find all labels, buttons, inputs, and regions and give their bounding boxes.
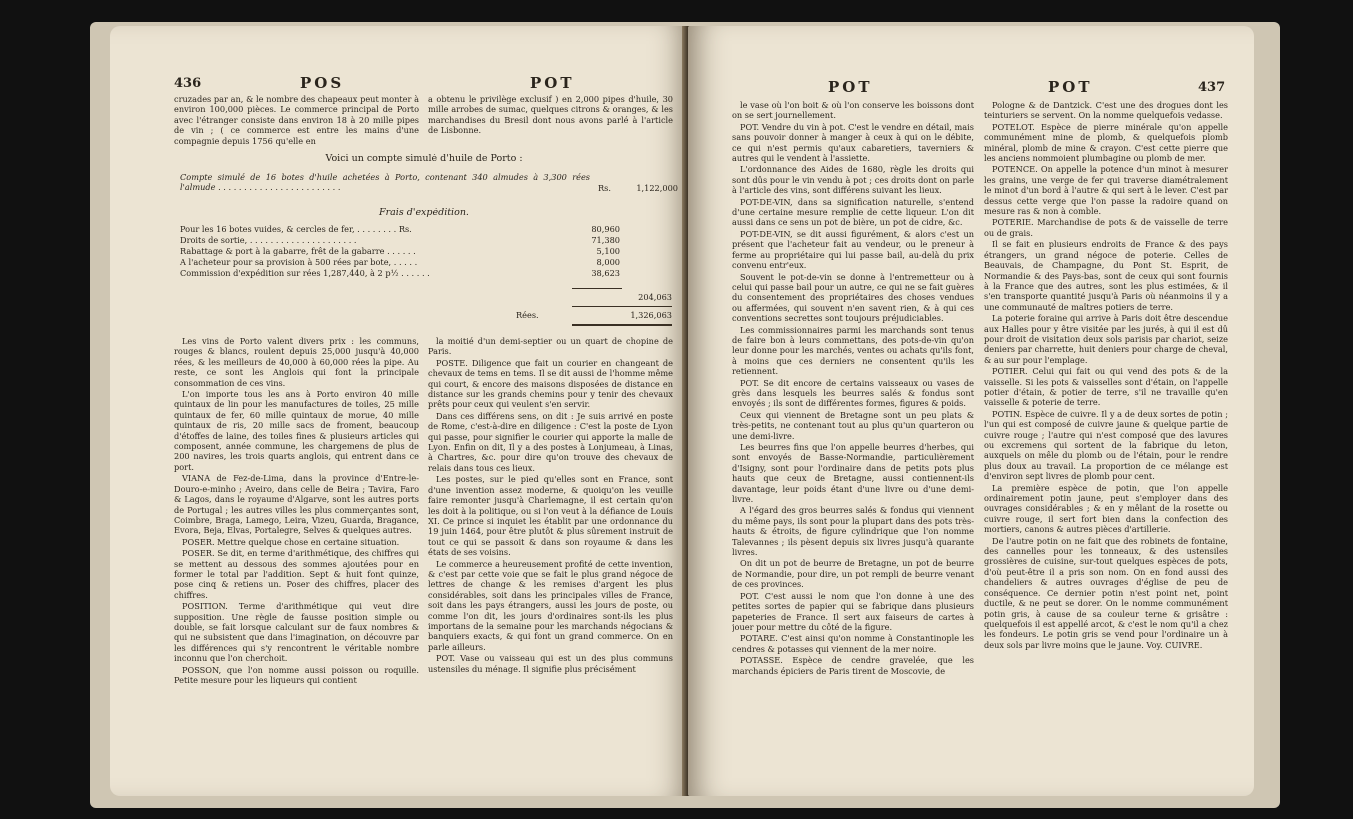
paragraph: Le commerce a heureusement profité de cette invention, & c'est par cette voie que se fait le plus grand négoce de lettres de change & les remises d'argent les plus considérables, soit dans les principales villes de France, soit dans les pays étrangers, aussi les jours de poste, ou comme l'on dit, les jours d'ordinaires sont-ils les plus importans de la semaine pour les marchands négocians & banquiers exacts, & qui font un grand commerce. On en parle ailleurs. <box>428 558 673 652</box>
frais-row-value: 38,623 <box>591 268 620 278</box>
paragraph: La première espèce de potin, que l'on appelle ordinairement potin jaune, peut s'employer dans des ouvrages considérables ; & en y mêlant de la rosette ou cuivre rouge, il sert fort bien dans la confection des mortiers, canons & autres pièces d'artillerie. <box>984 482 1228 535</box>
paragraph: POT. C'est aussi le nom que l'on donne à une des petites sortes de papier qui se fabrique dans plusieurs papeteries de France. Il sert aux faiseurs de cartes à jouer pour mettre du côté de la figure. <box>732 590 974 632</box>
left-column-2 <box>428 336 673 780</box>
frais-row-value: 8,000 <box>596 257 620 267</box>
page-number: 436 <box>174 76 202 91</box>
paragraph: POSSON, que l'on nomme aussi poisson ou roquille. Petite mesure pour les liqueurs qui contient <box>174 664 419 685</box>
paragraph: La poterie foraine qui arrive à Paris doit être descendue aux Halles pour y être visitée par les jurés, à qui il est dû pour droit de visitation deux sols parisis par chariot, seize deniers par charrette, huit deniers pour charge de cheval, & au sur pour l'emplage. <box>984 313 1228 365</box>
frais-row <box>180 224 620 235</box>
paragraph: POT-DE-VIN, dans sa signification naturelle, s'entend d'une certaine mesure remplie de cette liqueur. L'on dit aussi dans ce sens un pot de bière, un pot de cidre, &c. <box>732 196 974 228</box>
rees-total: 1,326,063 <box>630 310 672 320</box>
paragraph: L'on importe tous les ans à Porto environ 40 mille quintaux de lin pour les manufactures de toiles, 25 mille quintaux de fer, 60 mille quintaux de morue, 40 mille quintaux de ris, 20 mille sacs de froment, beaucoup d'étoffes de laine, des toiles fines & plusieurs articles qui composent, année commune, les chargemens de plus de 200 navires, les trois quarts anglois, qui entrent dans ce port. <box>174 389 419 472</box>
compte-total-label: Rs. <box>598 183 611 193</box>
paragraph: POSITION. Terme d'arithmétique qui veut dire supposition. Une règle de fausse position simple ou double, se fait lorsque calculant sur de faux nombres & qui ne subsistent que dans l'imagination, on découvre par les différences qui s'y rencontrent le véritable nombre inconnu que l'on cherchoit. <box>174 601 419 664</box>
top-col-left: cruzades par an, & le nombre des chapeaux peut monter à environ 100,000 pièces. Le commerce principal de Porto avec l'étranger consiste dans environ 18 à 20 mille pipes de vin ; ( ce commerce est entre les mains d'une compagnie depuis 1756 qu'elle en <box>174 94 419 146</box>
paragraph: POT. Vendre du vin à pot. C'est le vendre en détail, mais sans pouvoir donner à manger à ceux à qui on le débite, ce qui n'est permis qu'aux cabaretiers, taverniers & autres qui le vendent à l'assiette. <box>732 121 974 164</box>
frais-row-label: Droits de sortie, . . . . . . . . . . . . . . . . . . . . . <box>180 235 357 245</box>
frais-subtotal: 204,063 <box>638 292 672 302</box>
paragraph: Pologne & de Dantzick. C'est une des drogues dont les teinturiers se servent. On la nomme quelquefois vedasse. <box>984 100 1228 121</box>
paragraph: De l'autre potin on ne fait que des robinets de fontaine, des cannelles pour les tonneaux, & des ustensiles grossières de cuisine, sur-tout quelques espèces de pots, d'où peut-être il a pris son nom. On en fond aussi des chandeliers & autres ouvrages d'église de peu de conséquence. Ce dernier potin n'est point net, point ductile, & ne peut se dorer. On le nomme communément potin gris, à cause de sa couleur terne & grisâtre : quelquefois il est appellé arcot, & c'est le nom qu'il a chez les fondeurs. Le potin gris se vend pour l'ordinaire un à deux sols par livre moins que le jaune. Voy. CUIVRE. <box>984 535 1228 650</box>
paragraph: Il se fait en plusieurs endroits de France & des pays étrangers, un grand négoce de poterie. Celles de Beauvais, de Champagne, du Pont St. Esprit, de Normandie & des Pays-bas, sont de ceux qui sont fournis à la France que des autres, sont les plus estimées, & il s'en transporte quantité jusqu'à Paris où néanmoins il y a une communauté de maîtres potiers de terre. <box>984 239 1228 312</box>
paragraph: POSTE. Diligence que fait un courier en changeant de chevaux de tems en tems. Il se dit aussi de l'homme même qui court, & encore des maisons disposées de distance en distance sur les grands chemins pour y tenir des chevaux prêts pour ceux qui veulent s'en servir. <box>428 357 673 410</box>
frais-row <box>180 268 620 279</box>
frais-row <box>180 246 620 257</box>
frais-row-value: 71,380 <box>591 235 620 245</box>
paragraph: On dit un pot de beurre de Bretagne, un pot de beurre de Normandie, pour dire, un pot rempli de beurre venant de ces provinces. <box>732 558 974 590</box>
paragraph: POT. Se dit encore de certains vaisseaux ou vases de grès dans lesquels les beurres salés & fondus sont envoyés ; ils sont de différentes formes, figures & poids. <box>732 377 974 409</box>
rees-label: Rées. <box>516 310 539 320</box>
frais-row-label: A l'acheteur pour sa provision à 500 rées par bote, . . . . . <box>180 257 418 267</box>
paragraph: POTIN. Espèce de cuivre. Il y a de deux sortes de potin ; l'un qui est composé de cuivre jaune & quelque partie de cuivre rouge ; l'autre qui n'est composé que des lavures ou excremens qui sortent de la fabrique du leton, auxquels on mêle du plomb ou de l'étain, pour le rendre plus doux au travail. La proportion de ce mélange est d'environ sept livres de plomb pour cent. <box>984 408 1228 482</box>
running-header-left: POT <box>828 78 873 96</box>
left-page <box>110 26 688 796</box>
top-col-right: a obtenu le privilège exclusif ) en 2,000 pipes d'huile, 30 mille arrobes de sumac, quelques citrons & oranges, & les marchandises du Bresil dont nous avons parlé à l'article de Lisbonne. <box>428 94 673 136</box>
right-column-2 <box>984 100 1228 790</box>
double-rule <box>572 324 672 326</box>
paragraph: A l'égard des gros beurres salés & fondus qui viennent du même pays, ils sont pour la plupart dans des pots très-hauts & étroits, de figure cylindrique que l'on nomme Talevannes ; ils pèsent depuis six livres jusqu'à quarante livres. <box>732 505 974 558</box>
right-column-1 <box>732 100 974 790</box>
frais-row <box>180 257 620 268</box>
paragraph: Les commissionnaires parmi les marchands sont tenus de faire bon à leurs commettans, des pots-de-vin qu'on leur donne pour les marchés, ventes ou achats qu'ils font, à moins que ces derniers ne consentent qu'ils les retiennent. <box>732 324 974 377</box>
paragraph: L'ordonnance des Aides de 1680, règle les droits qui sont dûs pour le vin vendu à pot ; ces droits dont on parle à l'article des vins, sont différens suivant les lieux. <box>732 164 974 196</box>
paragraph: POSER. Mettre quelque chose en certaine situation. <box>182 536 400 547</box>
paragraph: POT. Vase ou vaisseau qui est un des plus communs ustensiles du ménage. Il signifie plus précisément <box>428 653 673 674</box>
paragraph: le vase où l'on boit & où l'on conserve les boissons dont on se sert journellement. <box>732 100 974 121</box>
left-column-1 <box>174 336 419 780</box>
compte-title: Compte simulé de 16 botes d'huile achetées à Porto, contenant 340 almudes à 3,300 rées l'almude . . . . . . . . . . . . . . . . . . . . . . . . <box>180 172 590 193</box>
running-header-left: POS <box>300 74 345 92</box>
paragraph: POTERIE. Marchandise de pots & de vaisselle de terre ou de grais. <box>984 217 1228 238</box>
paragraph: POTASSE. Espèce de cendre gravelée, que les marchands épiciers de Paris tirent de Moscovie, de <box>732 655 974 676</box>
frais-row-value: 5,100 <box>596 246 620 256</box>
paragraph: POTENCE. On appelle la potence d'un minot à mesurer les grains, une verge de fer qui traverse diamétralement le minot d'un bord à l'autre & qui sert à le lever. C'est par dessus cette verge que l'on passe la radoire quand on mesure ras & non à comble. <box>984 164 1228 217</box>
paragraph: la moitié d'un demi-septier ou un quart de chopine de Paris. <box>428 336 673 357</box>
frais-table <box>180 224 620 279</box>
compte-intro: Voici un compte simulé d'huile de Porto : <box>325 154 523 164</box>
paragraph: POTIER. Celui qui fait ou qui vend des pots & de la vaisselle. Si les pots & vaisselles sont d'étain, on l'appelle potier d'étain, & potier de terre, s'il ne travaille qu'en vaisselle & poterie de terre. <box>984 366 1228 408</box>
paragraph: Les vins de Porto valent divers prix : les communs, rouges & blancs, roulent depuis 25,000 jusqu'à 40,000 rées, & les meilleurs de 40,000 à 60,000 rées la pipe. Au reste, ce sont les Anglois qui font la principale consommation de ces vins. <box>174 336 419 388</box>
paragraph: Ceux qui viennent de Bretagne sont un peu plats & très-petits, ne contenant tout au plus qu'un quarteron ou une demi-livre. <box>732 409 974 441</box>
paragraph: POT-DE-VIN, se dit aussi figurément, & alors c'est un présent que l'acheteur fait au vendeur, ou le preneur à ferme au propriétaire qui lui passe bail, au-delà du prix convenu entr'eux. <box>732 228 974 271</box>
frais-row-label: Rabattage & port à la gabarre, frêt de la gabarre . . . . . . <box>180 246 416 256</box>
compte-total: 1,122,000 <box>636 183 678 193</box>
paragraph: POTELOT. Espèce de pierre minérale qu'on appelle communément mine de plomb, & quelquefois plomb minéral, plomb de mine & crayon. C'est cette pierre que les anciens nommoient plumbagine ou plomb de mer. <box>984 121 1228 164</box>
paragraph: POSER. Se dit, en terme d'arithmétique, des chiffres qui se mettent au dessous des sommes ajoutées pour en former le total par l'addition. Sept & huit font quinze, pose cinq & retiens un. Poser des chiffres, placer des chiffres. <box>174 548 419 600</box>
paragraph: VIANA de Fez-de-Lima, dans la province d'Entre-le-Douro-e-minho ; Aveiro, dans celle de Beira ; Tavira, Faro & Lagos, dans le royaume d'Algarve, sont les autres ports de Portugal ; les autres villes les plus commerçantes sont, Coimbre, Braga, Lamego, Leira, Vizeu, Guarda, Bragance, Evora, Beja, Elvas, Portalegre, Selves & quelques autres. <box>174 473 419 536</box>
running-header-right: POT <box>1048 78 1093 96</box>
page-number: 437 <box>1198 80 1226 95</box>
paragraph: Les postes, sur le pied qu'elles sont en France, sont d'une invention assez moderne, & quoiqu'on les veuille faire remonter jusqu'à Charlemagne, il est certain qu'on les doit à la politique, ou si l'on veut à la défiance de Louis XI. Ce prince si inquiet les établit par une ordonnance du 19 juin 1464, pour être plutôt & plus sûrement instruit de tout ce qui se passoit & dans son royaume & dans les états de ses voisins. <box>428 474 673 558</box>
frais-row <box>180 235 620 246</box>
total-rule <box>572 306 672 307</box>
running-header-right: POT <box>530 74 575 92</box>
paragraph: Les beurres fins que l'on appelle beurres d'herbes, qui sont envoyés de Basse-Normandie, particulièrement d'Isigny, sont pour l'ordinaire dans de petits pots plus hauts que ceux de Bretagne, aussi contiennent-ils davantage, leur poids étant d'une livre ou d'une demi-livre. <box>732 442 974 505</box>
frais-row-value: 80,960 <box>591 224 620 234</box>
frais-row-label: Commission d'expédition sur rées 1,287,440, à 2 p½ . . . . . . <box>180 268 430 278</box>
paragraph: Souvent le pot-de-vin se donne à l'entremetteur ou à celui qui passe bail pour un autre, ce qui ne se fait guères du consentement des propriétaires des choses vendues ou affermées, qui souvent n'en savent rien, & à qui ces conventions secrettes sont toujours préjudiciables. <box>732 271 974 324</box>
frais-rule <box>572 288 622 289</box>
paragraph: Dans ces différens sens, on dit : Je suis arrivé en poste de Rome, c'est-à-dire en diligence : C'est la poste de Lyon qui passe, pour signifier le courier qui apporte la malle de Lyon. Enfin on dit, Il y a des postes à Lonjumeau, à Linas, à Chartres, &c. pour dire qu'on trouve des chevaux de relais dans tous ces lieux. <box>428 410 673 473</box>
frais-title: Frais d'expédition. <box>379 208 469 218</box>
right-page <box>688 26 1254 796</box>
frais-row-label: Pour les 16 botes vuides, & cercles de fer, . . . . . . . . Rs. <box>180 224 412 234</box>
paragraph: POTARE. C'est ainsi qu'on nomme à Constantinople les cendres & potasses qui viennent de la mer noire. <box>732 633 974 654</box>
